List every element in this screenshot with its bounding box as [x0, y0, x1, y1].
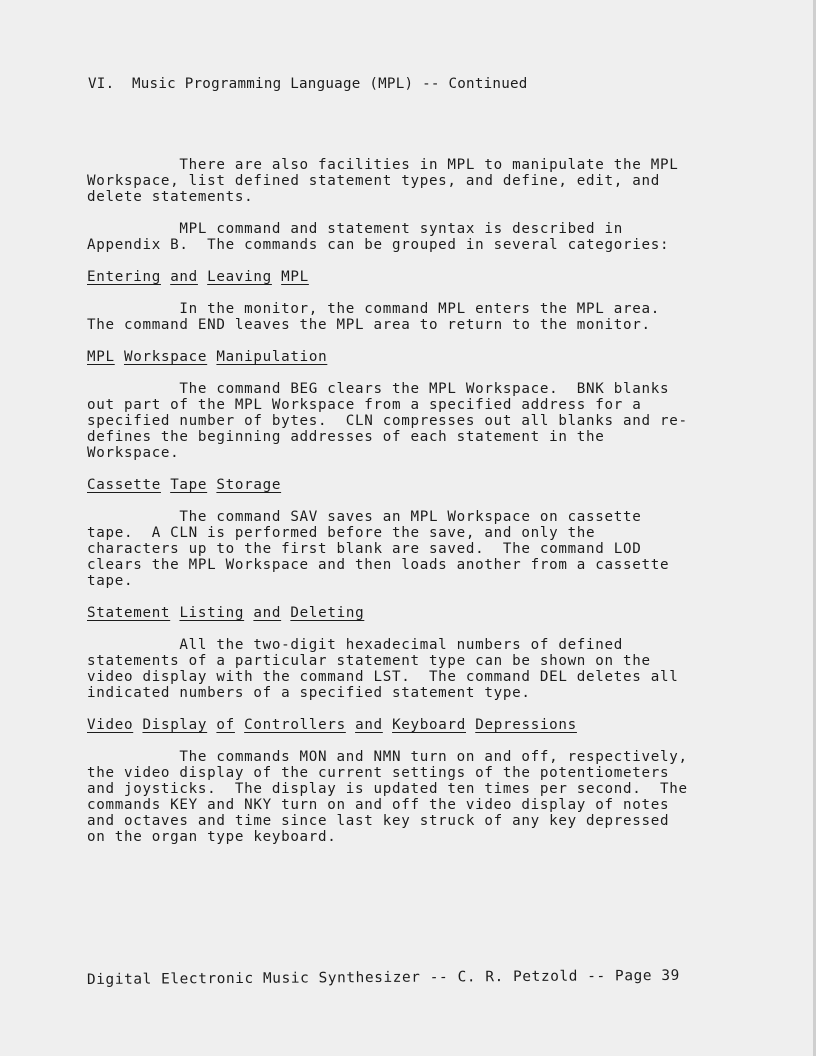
- section-text-listing-deleting: All the two-digit hexadecimal numbers of defined statements of a particular statement type can be shown on the video display with the command LST. The command DEL deletes all indicated numbers of a specified statement type.: [87, 637, 679, 701]
- section-heading-video-display: Video Display of Controllers and Keyboard Depressions: [87, 717, 577, 733]
- page-footer: Digital Electronic Music Synthesizer -- C. R. Petzold -- Page 39: [86, 967, 680, 988]
- section-text-entering-leaving: In the monitor, the command MPL enters the MPL area. The command END leaves the MPL area to return to the monitor.: [87, 301, 660, 333]
- intro-paragraph-2: MPL command and statement syntax is described in Appendix B. The commands can be grouped in several categories:: [87, 221, 670, 253]
- section-heading-workspace-manipulation: MPL Workspace Manipulation: [87, 349, 328, 365]
- section-text-workspace-manipulation: The command BEG clears the MPL Workspace. BNK blanks out part of the MPL Workspace from a specified address for a specified number of bytes. CLN compresses out all blanks and re- defines the beginning addresses of each statement in the Workspace.: [87, 381, 688, 461]
- page-header: VI. Music Programming Language (MPL) -- Continued: [88, 76, 528, 92]
- section-heading-listing-deleting: Statement Listing and Deleting: [87, 605, 365, 621]
- body-text: [87, 157, 727, 845]
- section-text-cassette-storage: The command SAV saves an MPL Workspace on cassette tape. A CLN is performed before the save, and only the characters up to the first blank are saved. The command LOD clears the MPL Workspace and then loads another from a cassette tape.: [87, 509, 670, 589]
- section-heading-entering-leaving: Entering and Leaving MPL: [87, 269, 309, 285]
- intro-paragraph-1: There are also facilities in MPL to manipulate the MPL Workspace, list defined statement types, and define, edit, and delete statements.: [87, 157, 679, 205]
- section-text-video-display: The commands MON and NMN turn on and off, respectively, the video display of the current settings of the potentiometers and joysticks. The display is updated ten times per second. The commands KEY and NKY turn on and off the video display of notes and octaves and time since last key struck of any key depressed on the organ type keyboard.: [87, 749, 688, 845]
- section-heading-cassette-storage: Cassette Tape Storage: [87, 477, 282, 493]
